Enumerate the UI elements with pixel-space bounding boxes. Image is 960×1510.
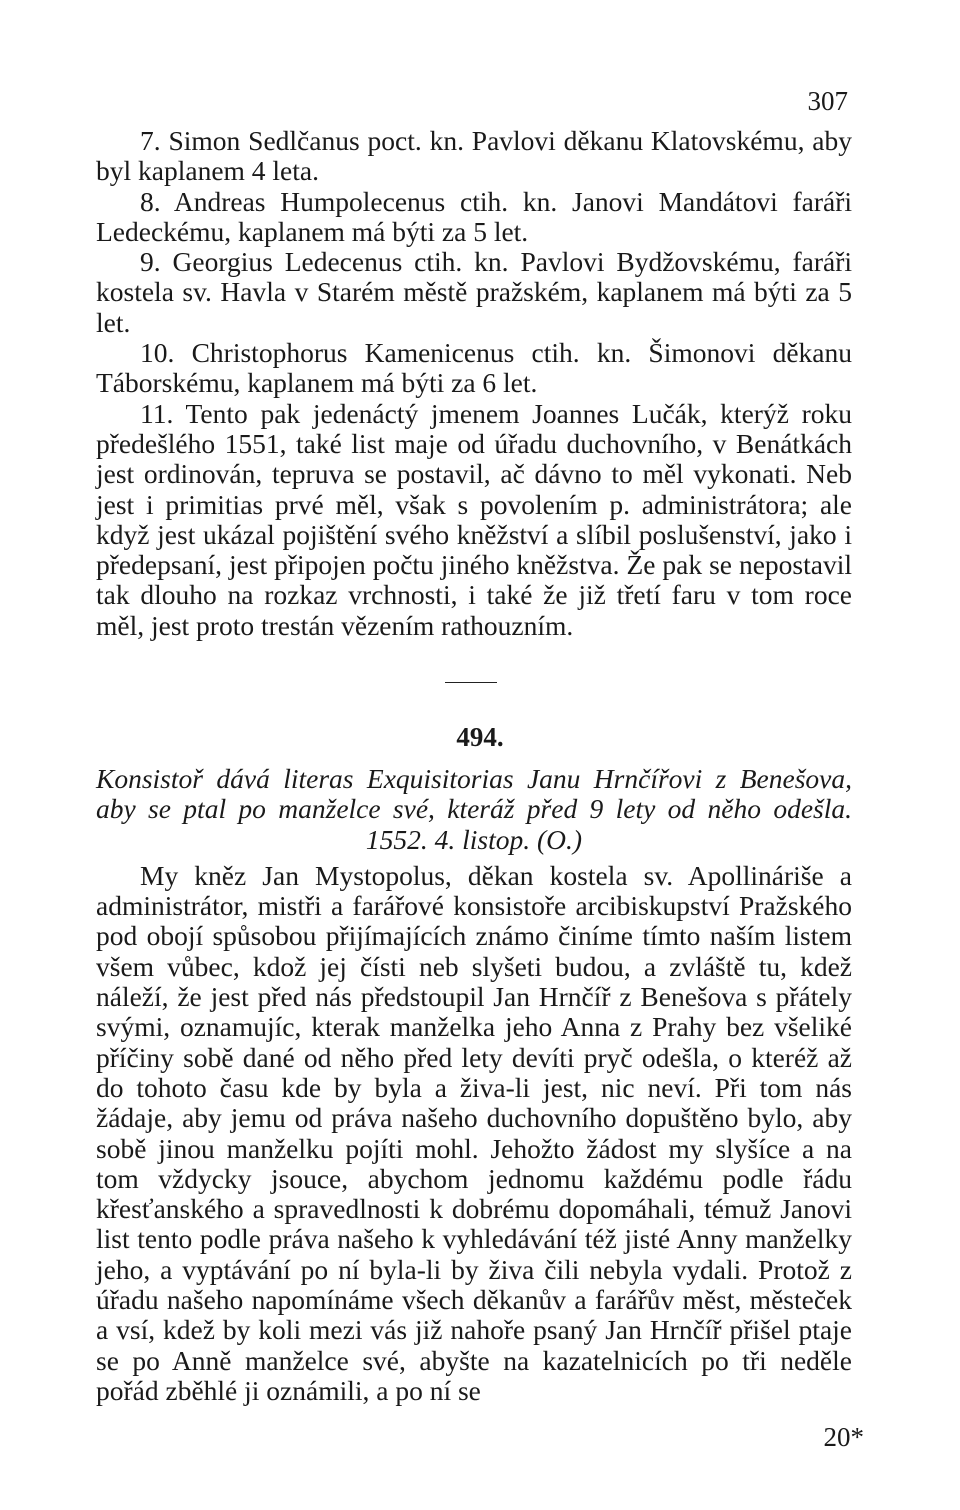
section-divider <box>445 682 497 683</box>
entry-7: 7. Simon Sedlčanus poct. kn. Pavlovi děkanu Klatovskému, aby byl kaplanem 4 leta. <box>96 125 852 187</box>
signature-mark: 20* <box>823 1422 864 1452</box>
entry-8: 8. Andreas Humpolecenus ctih. kn. Janovi Mandátovi faráři Ledeckému, kaplanem má býti za 5 let. <box>96 185 852 247</box>
page-number: 307 <box>807 86 848 116</box>
document-body: My kněz Jan Mystopolus, děkan kostela sv. Apollináriše a administrátor, mistři a farářové konsistoře arcibiskupství Pražského pod obojí spůsobou přijímajících známo činíme tímto naším listem všem vůbec, kdož jej čísti neb slyšeti budou, a zvláště tu, kdež náleží, že jest před nás předstoupil Jan Hrnčíř z Benešova s přátely svými, oznamujíc, kterak manželka jeho Anna z Prahy bez všeliké příčiny sobě dané od něho před lety devíti pryč odešla, o kteréž až do tohoto času kde by byla a živa-li jest, nic neví. Při tom nás žádaje, aby jemu od práva našeho duchovního dopuštěno bylo, aby sobě jinou manželku pojíti mohl. Jehožto žádost my slyšíce a na tom vždycky jsouce, abychom jednomu každému podle řádu křesťanského a spravedlnosti k dobrému dopomáhali, témuž Janovi list tento podle práva našeho k vyhledávání též jisté Anny manželky jeho, a vyptávání po ní byla-li by živa čili nebyla vydali. Protož z úřadu našeho napomínáme všech děkanův a farářův měst, městeček a vsí, kdež by koli mezi vás již nahoře psaný Jan Hrnčíř přišel ptaje se po Anně manželce své, abyšte na kazatelnicích po tři neděle pořád zběhlé ji oznámili, a po ní se <box>96 859 852 1406</box>
entries-list <box>96 126 852 641</box>
document-section <box>96 764 852 1406</box>
document-number: 494. <box>456 722 504 752</box>
entry-11: 11. Tento pak jedenáctý jmenem Joannes Lučák, kterýž roku předešlého 1551, také list maje od úřadu duchovního, v Benátkách jest ordinován, tepruva se postavil, ač dávno to měl vykonati. Neb jest i primitias prvé měl, však s povolením p. administrátora; ale když jest ukázal pojištění svého kněžství a slíbil poslušenství, jako i předepsaní, jest připojen počtu jiného kněžstva. Že pak se nepostavil tak dlouho na rozkaz vrchnosti, i také že již třetí faru v tom roce měl, jest proto trestán vězením rathouzním. <box>96 397 852 641</box>
entry-10: 10. Christophorus Kamenicenus ctih. kn. Šimonovi děkanu Táborskému, kaplanem má býti za 6 let. <box>96 337 852 399</box>
entry-9: 9. Georgius Ledecenus ctih. kn. Pavlovi Bydžovskému, faráři kostela sv. Havla v Starém městě pražském, kaplanem má býti za 5 let. <box>96 246 852 338</box>
document-heading: Konsistoř dává literas Exquisitorias Janu Hrnčířovi z Benešova, aby se ptal po manželce své, kteráž před 9 lety od něho odešla. 1552. 4. listop. (O.) <box>96 763 852 855</box>
